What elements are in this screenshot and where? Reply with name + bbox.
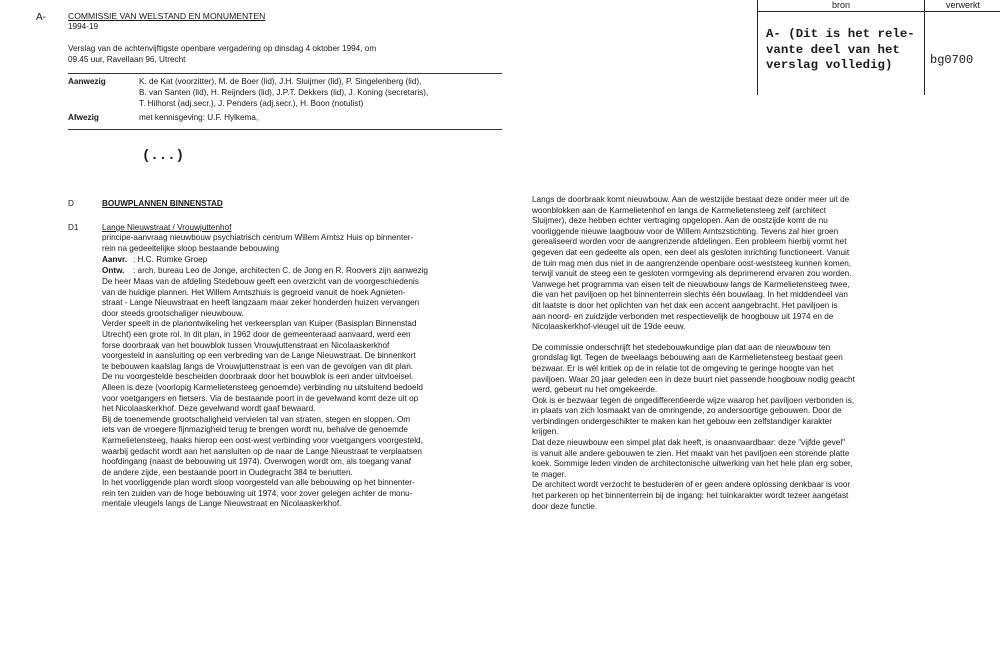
paragraph: De architect wordt verzocht te bestuderen of er geen andere oplossing denkbaar is voor het parkeren op het binnenterrein bij de ingang: het tuinkarakter wordt tezeer aangetast door deze functie. <box>532 480 851 511</box>
designer-label: Ontw. <box>102 266 125 275</box>
relevance-note <box>766 27 916 74</box>
omission-ellipsis: (...) <box>142 148 185 164</box>
reference-table <box>757 0 1000 95</box>
item-subtitle: principe-aanvraag nieuwbouw psychiatrisch centrum Willem Arntsz Huis op binnenter- rein na gedeeltelijke sloop bestaande bebouwing <box>102 233 414 253</box>
paragraph: De nu voorgestelde bescheiden doorbraak door het bouwblok is een ander uitvloeisel. Alleen is deze (voorlopig Karmelietensteeg genoemde) verbinding nu uitsluitend bedoeld voor voetgangers en fietsers. Via de bestaande poort in de gevelwand komt deze uit op het Nicolaaskerkhof. Deze gevelwand wordt gaaf bewaard. <box>102 372 423 414</box>
applicant-label: Aanvr. <box>102 255 128 264</box>
intro-line-1: Verslag van de achtenvijftigste openbare vergadering op dinsdag 4 oktober 1994, om <box>68 44 377 53</box>
paragraph: Bij de toenemende grootschaligheid vervielen tal van straten, stegen en sloppen. Om iets van de vroegere fijnmazigheid terug te brengen wordt nu, behalve de genoemde Karmelietensteeg, haaks hierop een oost-west verbinding voor voetgangers voorgesteld, waarbij gedacht wordt aan het aansluiten op de naar de Lange Nieustraat te verplaatsen hoofdingang (naast de bebouwing uit 1974). Overwogen wordt om, als toegang vanaf de andere zijde, een bestaande poort in Oudegracht 384 te benutten. <box>102 414 423 477</box>
intro-line-2: 09.45 uur, Ravellaan 96, Utrecht <box>68 55 186 64</box>
item-number: D1 <box>68 223 79 232</box>
absent-label: Afwezig <box>68 113 99 122</box>
margin-mark: A- <box>36 12 46 23</box>
note-line: vante deel van het <box>766 42 900 57</box>
paragraph: In het voorliggende plan wordt sloop voorgesteld van alle bebouwing op het binnenter- rein ten zuiden van de hoge bebouwing uit 1974, voor zover gelegen achter de monu- mentale vleugels langs de Lange Nieuwstraat en Nicolaaskerkhof. <box>102 478 415 509</box>
paragraph: De commissie onderschrijft het stedebouwkundige plan dat aan de nieuwbouw ten grondslag ligt. Tegen de tweelaags bebouwing aan de Karmelietensteeg bestaat geen bezwaar. Er is wél kritiek op de in relatie tot de omgeving te geringe hoogte van het paviljoen. Waar 20 jaar geleden een in deze buurt niet passende hoogbouw nodig geacht werd, gebeurt nu het omgekeerde. <box>532 342 855 395</box>
table-divider <box>924 0 925 95</box>
present-line-1: K. de Kat (voorzitter), M. de Boer (lid), J.H. Sluijmer (lid), P. Singelenberg (lid), <box>139 77 422 86</box>
paragraph: Dat deze nieuwbouw een simpel plat dak heeft, is onaanvaardbaar: deze "vijfde gevel" is vanuit alle andere gebouwen te zien. Het maakt van het paviljoen een storende platte koek. Sommige leden vinden de architectonische uitwerking van het hele plan erg sober, te mager. <box>532 438 853 479</box>
note-line: A- (Dit is het rele- <box>766 27 915 41</box>
paragraph: Langs de doorbraak komt nieuwbouw. Aan de westzijde bestaat deze onder meer uit de woonblokken aan de Karmelietenhof en langs de Karmelietensteeg zelf (architect Sluijmer), deze hebben echter vertraging opgelopen. Aan de oostzijde komt de nu voorliggende nieuwe laagbouw voor de Willem Arntszstichting. Tevens zal hier groen gerealiseerd worden voor de aangrenzende afdelingen. Een probleem hierbij vormt het gegeven dat een gedeelte als open, een deel als gesloten inrichting functioneert. Vanuit de tuin mag men dus niet in de aangrenzende openbare oost-weststeeg kunnen komen, terwijl vanuit de steeg een te gesloten vormgeving als deprimerend ervaren zou worden. Vanwege het programma van eisen telt de nieuwbouw langs de Karmelietensteeg twee, die van het paviljoen op het binnenterrein slechts één bouwlaag. In het middendeel van dit laatste is door het oplichten van het dak een accent aangebracht. Het paviljoen is aan noord- en zuidzijde verbonden met respectievelijk de hoogbouw uit 1974 en de Nicolaaskerkhof-vleugel uit de 19de eeuw. <box>532 195 852 332</box>
absent-list: met kennisgeving: U.F. Hylkema, <box>139 113 259 122</box>
col-header-processed: verwerkt <box>925 0 1000 12</box>
designer: : arch. bureau Leo de Jonge, architecten C. de Jong en R. Roovers zijn aanwezig <box>133 266 428 275</box>
present-line-3: T. Hilhorst (adj.secr.), J. Penders (adj.secr.), H. Boon (notulist) <box>139 99 364 108</box>
present-label: Aanwezig <box>68 77 106 86</box>
left-column <box>102 277 512 510</box>
section-letter: D <box>68 199 74 208</box>
section-title: BOUWPLANNEN BINNENSTAD <box>102 199 223 208</box>
archive-code: bg0700 <box>930 53 974 67</box>
header-rule-top <box>68 73 502 74</box>
org-title: COMMISSIE VAN WELSTAND EN MONUMENTEN <box>68 11 266 21</box>
present-line-2: B. van Santen (lid), H. Reijnders (lid), J.P.T. Dekkers (lid), J. Koning (secretaris), <box>139 88 429 97</box>
item-title: Lange Nieuwstraat / Vrouwjuttenhof <box>102 223 232 232</box>
paragraph: Verder speelt in de planontwikeling het verkeersplan van Kuiper (Basisplan Binnenstad Utrecht) een grote rol. In dit plan, in 1962 door de gemeenteraad aanvaard, werd een forse doorbraak van het bouwblok tussen Vrouwjuttenstraat en Nicolaaskerkhof voorgesteld in aansluiting op een verbreding van de Lange Nieuwstraat. De binnenkort te bebouwen kaalslag langs de Vrouwjuttenstraat is een van de gevolgen van dit plan. <box>102 319 417 371</box>
col-header-source: bron <box>758 0 924 12</box>
report-number: 1994-19 <box>68 22 99 31</box>
right-column <box>532 195 972 512</box>
paragraph: Ook is er bezwaar tegen de ongedifferentieerde wijze waarop het paviljoen verbonden is, in plaats van zich losmaakt van de omringende, zo andersoortige gebouwen. Door de verbindingen ondergeschikter te maken kan het gebouw een zelfstandiger karakter krijgen. <box>532 395 855 437</box>
note-line: verslag volledig) <box>766 58 893 73</box>
header-rule-bottom <box>68 129 502 130</box>
applicant: : H.C. Rumke Groep <box>133 255 208 264</box>
paragraph: De heer Maas van de afdeling Stedebouw geeft een overzicht van de voorgeschiedenis van de huidige plannen. Het Willem Arntszhuis is gegroeid vanuit de hoek Agnieten- straat - Lange Nieuwstraat en heeft langzaam maar zeker honderden huizen vervangen door steeds grootschaliger nieuwbouw. <box>102 277 420 318</box>
